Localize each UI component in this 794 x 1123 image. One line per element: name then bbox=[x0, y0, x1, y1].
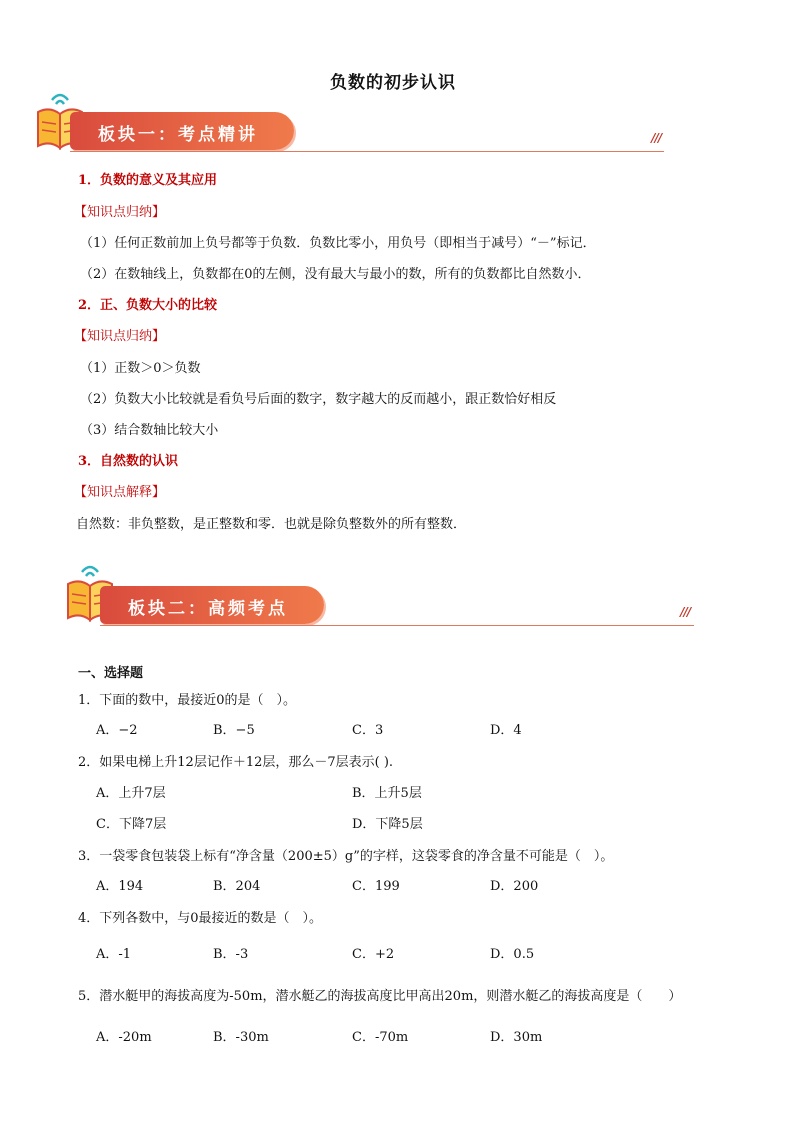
tag-3: 【知识点解释】 bbox=[74, 485, 166, 500]
section-banner-2-label: 板块二：高频考点 bbox=[128, 599, 288, 619]
tag-1: 【知识点归纳】 bbox=[74, 205, 166, 220]
divider bbox=[70, 151, 664, 152]
option-b: B．-3 bbox=[213, 947, 249, 962]
page-title: 负数的初步认识 bbox=[330, 73, 456, 93]
divider bbox=[100, 625, 694, 626]
heading-1: 1．负数的意义及其应用 bbox=[78, 173, 218, 188]
text-line: （1）正数＞0＞负数 bbox=[80, 361, 201, 376]
option-c: C．3 bbox=[352, 723, 384, 738]
option-d: D．0.5 bbox=[490, 947, 535, 962]
option-a: A．上升7层 bbox=[96, 786, 166, 801]
option-c: C．199 bbox=[352, 879, 400, 894]
text-line: （2）在数轴线上，负数都在0的左侧，没有最大与最小的数，所有的负数都比自然数小． bbox=[80, 267, 591, 282]
option-d: D．4 bbox=[490, 723, 522, 738]
question-3: 3．一袋零食包装袋上标有“净含量（200±5）g”的字样，这袋零食的净含量不可能是（ ）。 bbox=[78, 849, 614, 864]
option-b: B．上升5层 bbox=[352, 786, 422, 801]
option-a: A．-20m bbox=[96, 1030, 152, 1045]
option-b: B．−5 bbox=[213, 723, 255, 738]
option-c: C．-70m bbox=[352, 1030, 409, 1045]
question-2: 2．如果电梯上升12层记作＋12层，那么－7层表示( ). bbox=[78, 755, 394, 770]
heading-3: 3．自然数的认识 bbox=[78, 454, 179, 469]
option-a: A．194 bbox=[96, 879, 144, 894]
tag-2: 【知识点归纳】 bbox=[74, 329, 166, 344]
heading-2: 2．正、负数大小的比较 bbox=[78, 298, 218, 313]
question-5: 5．潜水艇甲的海拔高度为-50m，潜水艇乙的海拔高度比甲高出20m，则潜水艇乙的海拔高度是（ ） bbox=[78, 989, 682, 1004]
option-c: C．下降7层 bbox=[96, 817, 167, 832]
section-banner-1 bbox=[70, 112, 294, 150]
text-line: （2）负数大小比较就是看负号后面的数字，数字越大的反而越小，跟正数恰好相反 bbox=[80, 392, 557, 407]
option-d: D．下降5层 bbox=[352, 817, 423, 832]
option-a: A．-1 bbox=[96, 947, 132, 962]
option-a: A．−2 bbox=[96, 723, 138, 738]
text-line: （3）结合数轴比较大小 bbox=[80, 423, 219, 438]
section-banner-2 bbox=[100, 586, 324, 624]
decorative-slashes: /// bbox=[651, 131, 662, 145]
option-d: D．30m bbox=[490, 1030, 543, 1045]
question-1: 1．下面的数中，最接近0的是（ ）。 bbox=[78, 693, 297, 708]
decorative-slashes: /// bbox=[680, 605, 691, 619]
text-line: 自然数：非负整数，是正整数和零．也就是除负整数外的所有整数． bbox=[76, 517, 467, 532]
option-c: C．+2 bbox=[352, 947, 395, 962]
text-line: （1）任何正数前加上负号都等于负数．负数比零小，用负号（即相当于减号）“－”标记． bbox=[80, 236, 596, 251]
option-d: D．200 bbox=[490, 879, 539, 894]
option-b: B．204 bbox=[213, 879, 261, 894]
option-b: B．-30m bbox=[213, 1030, 269, 1045]
question-4: 4．下列各数中，与0最接近的数是（ ）。 bbox=[78, 911, 323, 926]
section-banner-1-label: 板块一：考点精讲 bbox=[98, 125, 258, 145]
part-heading: 一、选择题 bbox=[78, 666, 144, 681]
